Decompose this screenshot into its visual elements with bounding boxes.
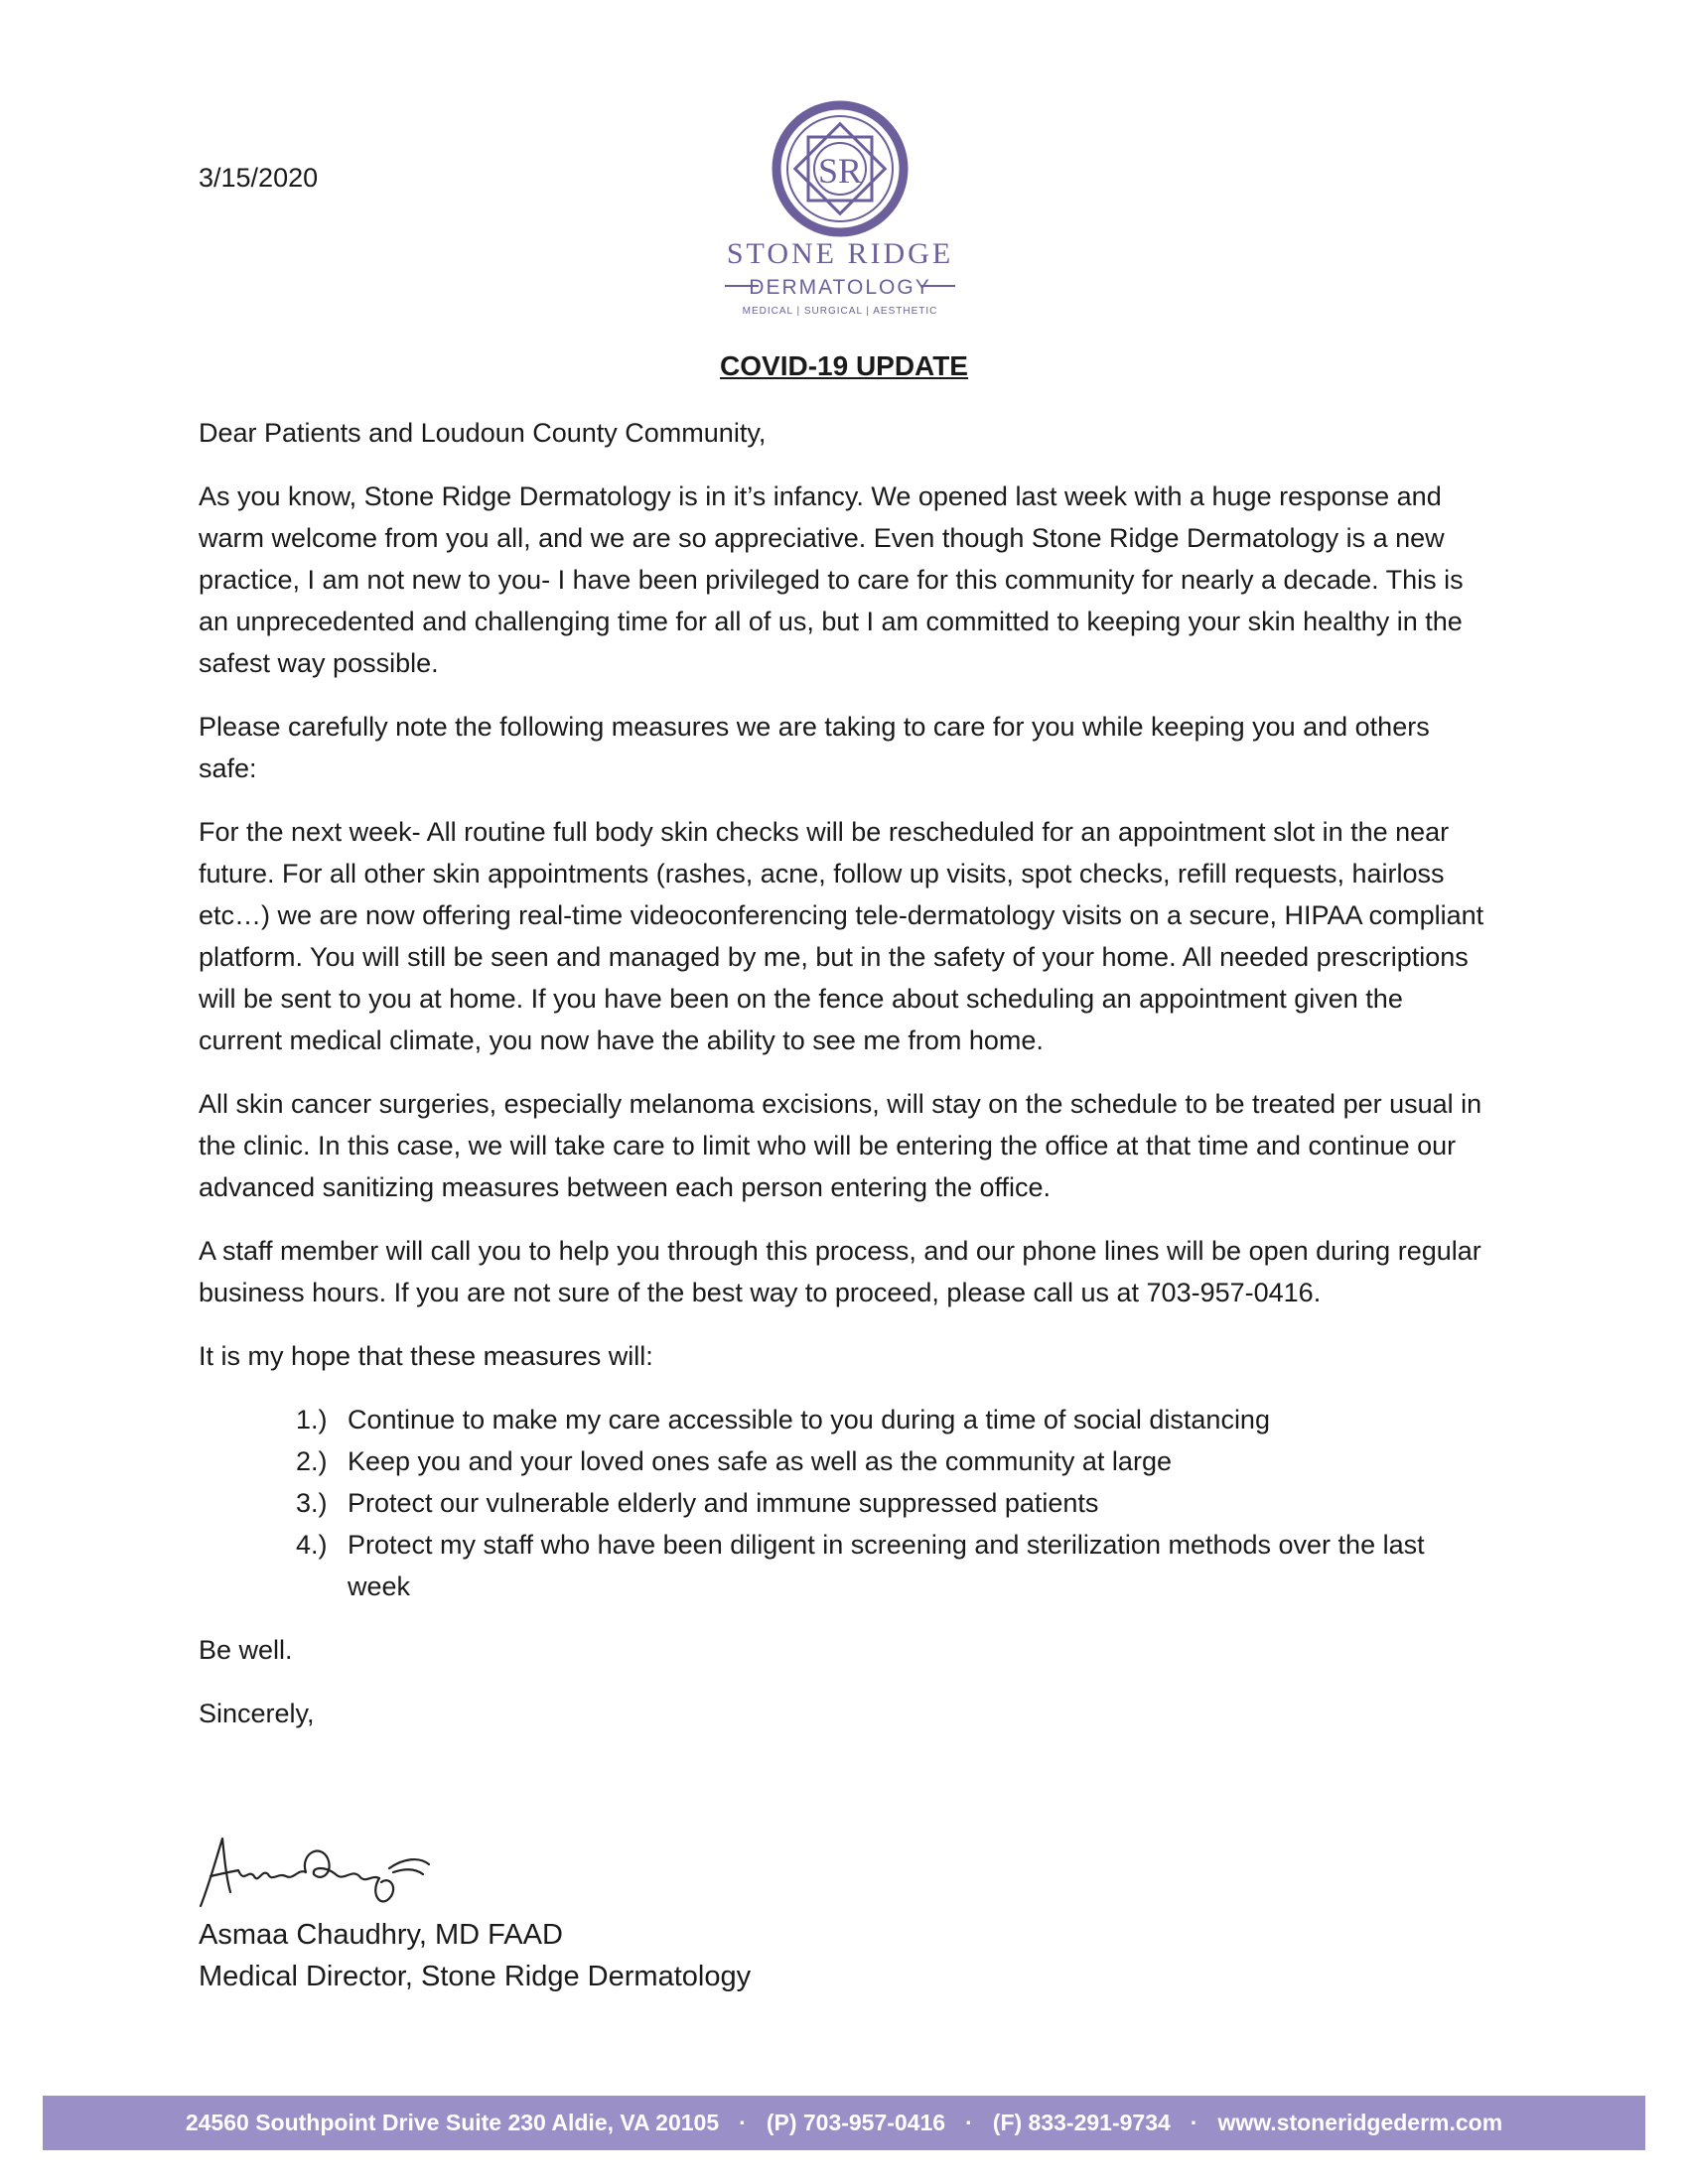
footer-fax: (F) 833-291-9734 bbox=[992, 2110, 1171, 2135]
footer-separator: · bbox=[1190, 2110, 1198, 2135]
signer-title: Medical Director, Stone Ridge Dermatology bbox=[199, 1961, 752, 1992]
footer-bar bbox=[43, 2096, 1645, 2150]
footer-separator: · bbox=[739, 2110, 747, 2135]
paragraph: As you know, Stone Ridge Dermatology is in it’s infancy. We opened last week with a huge response and warm welcome from you all, and we are so appreciative. Even though Stone Ridge Dermatology is a new practice, I am not new to you- I have been privileged to care for this community for nearly a decade. This is an unprecedented and challenging time for all of us, but I am committed to keeping your skin healthy in the safest way possible. bbox=[199, 481, 1464, 678]
salutation: Dear Patients and Loudoun County Community, bbox=[199, 418, 767, 448]
paragraph: A staff member will call you to help you through this process, and our phone lines will be open during regular business hours. If you are not sure of the best way to proceed, please call us at 703-957-0416. bbox=[199, 1236, 1481, 1307]
footer-separator: · bbox=[965, 2110, 973, 2135]
list-number: 4.) bbox=[296, 1530, 328, 1560]
list-text: Keep you and your loved ones safe as well as the community at large bbox=[348, 1446, 1172, 1476]
letter-date: 3/15/2020 bbox=[199, 163, 319, 193]
list-item bbox=[199, 1482, 1489, 1524]
list-item bbox=[199, 1399, 1489, 1440]
paragraph: It is my hope that these measures will: bbox=[199, 1341, 653, 1371]
letter-body bbox=[199, 412, 1489, 1756]
svg-text:STONE RIDGE: STONE RIDGE bbox=[726, 237, 954, 270]
svg-text:SR: SR bbox=[817, 151, 863, 191]
valediction: Sincerely, bbox=[199, 1699, 315, 1728]
signer-block bbox=[199, 1914, 751, 1997]
footer-website: www.stoneridgederm.com bbox=[1217, 2110, 1503, 2135]
list-text: Protect my staff who have been diligent in screening and sterilization methods over the last week bbox=[348, 1530, 1425, 1601]
paragraph: Please carefully note the following measures we are taking to care for you while keeping you and others safe: bbox=[199, 712, 1430, 783]
paragraph: All skin cancer surgeries, especially melanoma excisions, will stay on the schedule to be treated per usual in the clinic. In this case, we will take care to limit who will be entering the office at that time and continue our advanced sanitizing measures between each person entering the office. bbox=[199, 1089, 1482, 1202]
list-text: Protect our vulnerable elderly and immune suppressed patients bbox=[348, 1488, 1099, 1518]
list-item bbox=[199, 1440, 1489, 1482]
handwritten-signature bbox=[195, 1829, 433, 1912]
list-item bbox=[199, 1524, 1489, 1607]
signer-name: Asmaa Chaudhry, MD FAAD bbox=[199, 1919, 563, 1951]
footer-phone: (P) 703-957-0416 bbox=[766, 2110, 946, 2135]
svg-text:MEDICAL | SURGICAL | AESTHETIC: MEDICAL | SURGICAL | AESTHETIC bbox=[742, 306, 938, 317]
list-number: 1.) bbox=[296, 1405, 328, 1434]
letter-title: COVID-19 UPDATE bbox=[720, 350, 968, 381]
svg-text:DERMATOLOGY: DERMATOLOGY bbox=[749, 276, 931, 299]
list-number: 2.) bbox=[296, 1446, 328, 1476]
footer-address: 24560 Southpoint Drive Suite 230 Aldie, VA 20105 bbox=[185, 2110, 720, 2135]
paragraph: For the next week- All routine full body skin checks will be rescheduled for an appointment slot in the near future. For all other skin appointments (rashes, acne, follow up visits, spot checks, refill requests, hairloss etc…) we are now offering real-time videoconferencing tele-dermatology visits on a secure, HIPAA compliant platform. You will still be seen and managed by me, but in the safety of your home. All needed prescriptions will be sent to you at home. If you have been on the fence about scheduling an appointment given the current medical climate, you now have the ability to see me from home. bbox=[199, 817, 1484, 1055]
list-text: Continue to make my care accessible to you during a time of social distancing bbox=[348, 1405, 1270, 1434]
stone-ridge-logo bbox=[701, 99, 979, 328]
measures-list bbox=[199, 1399, 1489, 1607]
closing-note: Be well. bbox=[199, 1635, 293, 1665]
list-number: 3.) bbox=[296, 1488, 328, 1518]
